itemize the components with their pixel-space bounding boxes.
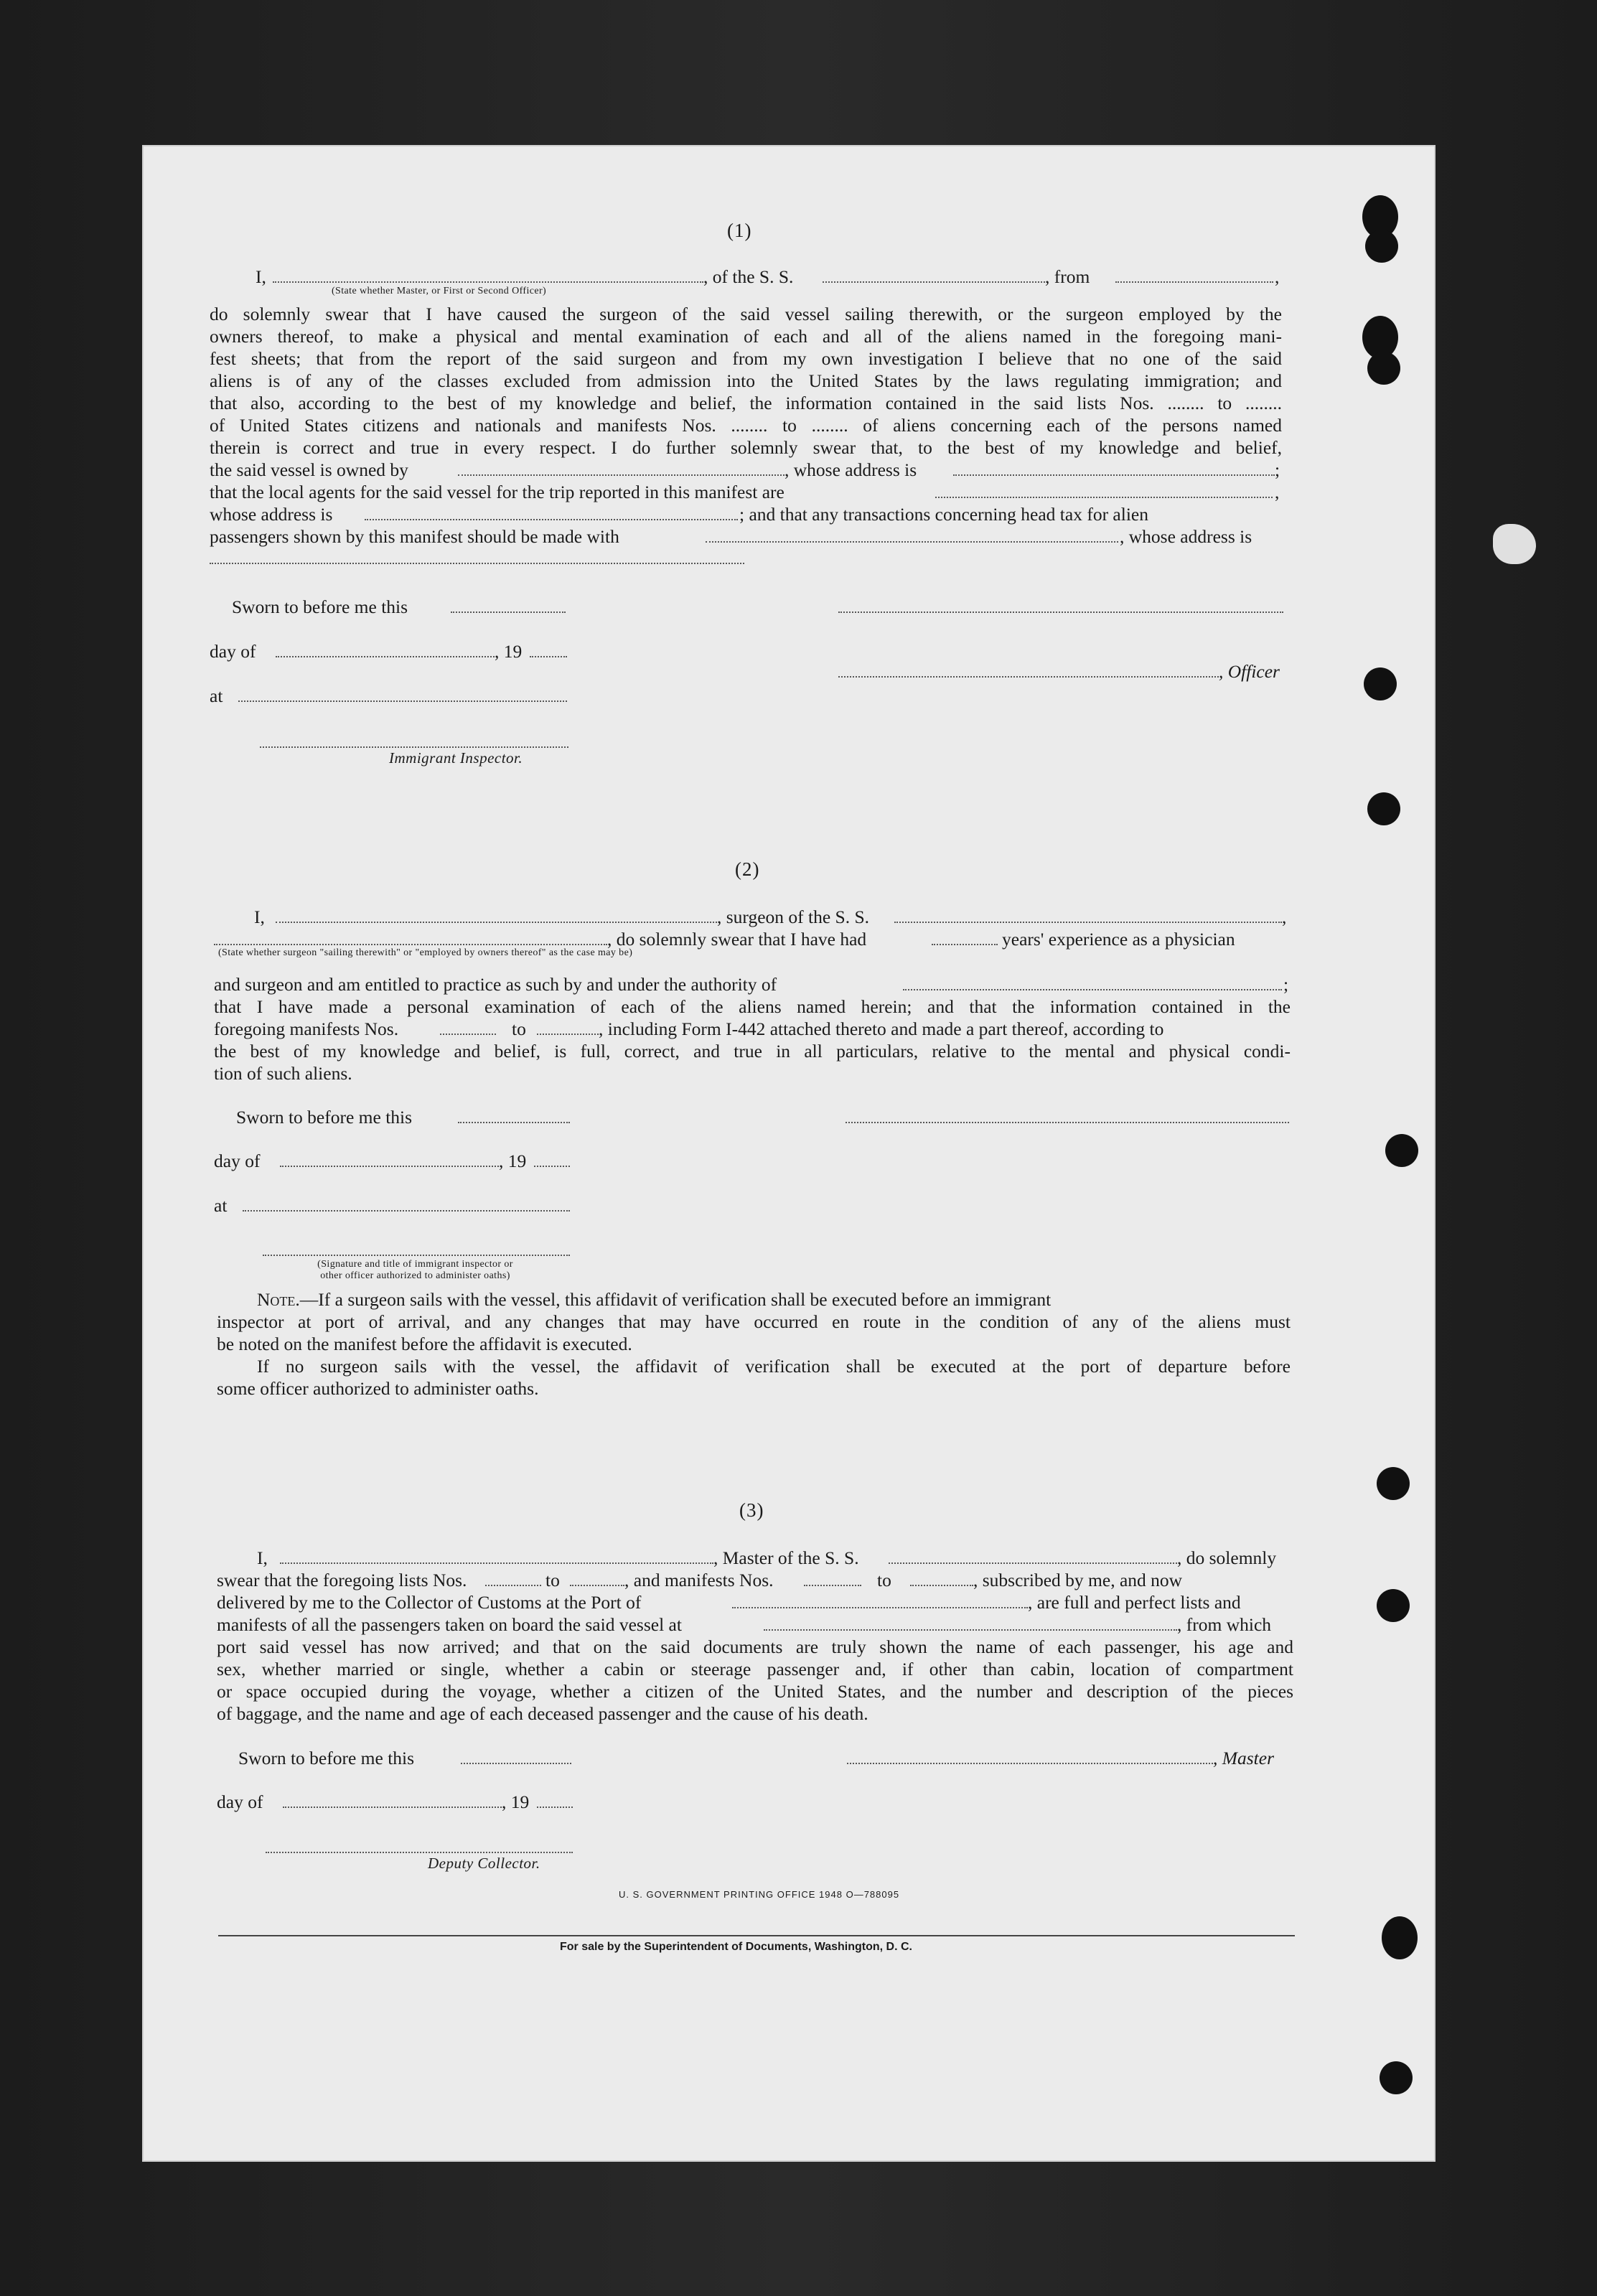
s1-day-of-field[interactable] — [276, 656, 495, 657]
s1-i: I, — [256, 266, 266, 287]
s3-day-of: day of — [217, 1791, 263, 1812]
s1-passengers: passengers shown by this manifest should be made with — [210, 526, 619, 547]
s1-comma-2: , — [1275, 482, 1280, 502]
s3-port-field[interactable] — [732, 1607, 1028, 1608]
binder-hole — [1385, 1134, 1418, 1167]
s3-deputy-caption: Deputy Collector. — [428, 1855, 540, 1872]
s2-last-line: tion of such aliens. — [214, 1063, 352, 1084]
s1-line: do solemnly swear that I have caused the surgeon of the said vessel sailing therewith, or the surgeon employed by the — [210, 304, 1282, 324]
gpo-imprint: U. S. GOVERNMENT PRINTING OFFICE 1948 O—788095 — [619, 1889, 900, 1900]
binder-hole — [1367, 352, 1400, 385]
s2-do-solemnly: , do solemnly swear that I have had — [607, 929, 867, 950]
binder-hole — [1382, 1916, 1418, 1959]
binder-hole — [1365, 230, 1398, 263]
s2-if-no-surgeon-block — [257, 1355, 1291, 1377]
s1-at-field[interactable] — [238, 700, 567, 702]
s2-note-label: Note. — [257, 1289, 300, 1310]
s2-year: , 19 — [499, 1151, 527, 1171]
s1-comma: , — [1275, 266, 1280, 287]
s3-from-which: , from which — [1177, 1614, 1272, 1635]
s1-owner-field[interactable] — [458, 474, 785, 476]
binder-hole — [1377, 1589, 1410, 1622]
s3-are-full: , are full and perfect lists and — [1028, 1592, 1241, 1613]
s1-at: at — [210, 685, 223, 706]
s2-sailing-status-field[interactable] — [214, 944, 607, 945]
manifest-form-sheet — [142, 145, 1436, 2162]
s3-sworn-date-field[interactable] — [461, 1763, 571, 1764]
s1-officer-signature-field[interactable] — [838, 612, 1283, 613]
s1-body — [210, 303, 1282, 459]
s2-day-of-field[interactable] — [280, 1166, 499, 1167]
s3-sworn: Sworn to before me this — [238, 1748, 415, 1768]
s2-surgeon-of-ss: , surgeon of the S. S. — [717, 906, 870, 927]
s3-line: or space occupied during the voyage, whether a citizen of the United States, and the number and description of the pieces — [217, 1681, 1293, 1702]
s2-years: years' experience as a physician — [1002, 929, 1235, 950]
s2-year-field[interactable] — [534, 1166, 570, 1167]
s1-vessel-field[interactable] — [823, 281, 1045, 283]
s1-from-field[interactable] — [1115, 281, 1273, 283]
s3-master-label: , Master — [1213, 1748, 1274, 1768]
s2-day-of: day of — [214, 1151, 261, 1171]
s3-i: I, — [257, 1547, 268, 1568]
s2-line: the best of my knowledge and belief, is full, correct, and true in all particulars, relative to the mental and physical condi- — [214, 1041, 1291, 1062]
s2-manifest-to-field[interactable] — [537, 1034, 599, 1035]
s3-deputy-signature-field[interactable] — [266, 1852, 573, 1853]
s1-line: aliens is of any of the classes excluded from admission into the United States by the laws regulating immigration; and — [210, 370, 1282, 391]
s1-master-hint: (State whether Master, or First or Second Officer) — [332, 286, 547, 296]
s2-surgeon-signature-field[interactable] — [846, 1122, 1289, 1123]
s2-sworn: Sworn to before me this — [236, 1107, 413, 1128]
s2-including: , including Form I-442 attached thereto and made a part thereof, according to — [599, 1018, 1164, 1039]
s3-year: , 19 — [502, 1791, 530, 1812]
sale-notice: For sale by the Superintendent of Documents, Washington, D. C. — [560, 1941, 912, 1953]
s1-year: , 19 — [495, 641, 523, 662]
s3-and-manifests: , and manifests Nos. — [624, 1570, 774, 1590]
s2-if-no-surgeon: If no surgeon sails with the vessel, the affidavit of verification shall be executed at the port of departure before — [257, 1356, 1291, 1377]
s3-day-of-field[interactable] — [283, 1807, 502, 1808]
s3-delivered: delivered by me to the Collector of Customs at the Port of — [217, 1592, 642, 1613]
section-1-number: (1) — [727, 220, 752, 241]
s1-semicolon: ; — [1275, 459, 1280, 480]
s3-body — [217, 1636, 1293, 1702]
s3-lists-to-field[interactable] — [570, 1585, 624, 1586]
s1-owner-address-field[interactable] — [953, 474, 1275, 476]
s3-to-2: to — [877, 1570, 891, 1590]
s1-agents-address-field[interactable] — [365, 519, 738, 520]
s1-of-ss: , of the S. S. — [703, 266, 794, 287]
s2-vessel-field[interactable] — [894, 922, 1282, 923]
s2-line: that I have made a personal examination of each of the aliens named herein; and that the information contained in the — [214, 996, 1291, 1017]
s2-surgeon-name-field[interactable] — [276, 922, 717, 923]
s3-lists-from-field[interactable] — [485, 1585, 541, 1586]
s2-i: I, — [254, 906, 265, 927]
s1-inspector-signature-field[interactable] — [260, 746, 568, 748]
section-2-number: (2) — [735, 858, 760, 880]
s3-subscribed: , subscribed by me, and now — [973, 1570, 1183, 1590]
s1-officer-title-field[interactable] — [838, 676, 1219, 678]
binder-hole — [1380, 2061, 1413, 2094]
section-3-number: (3) — [739, 1499, 764, 1521]
s3-manifests-to-field[interactable] — [910, 1585, 973, 1586]
s1-day-of: day of — [210, 641, 256, 662]
s3-line: port said vessel has now arrived; and that on the said documents are truly shown the name of each passenger, his age and — [217, 1636, 1293, 1657]
s2-note-line: inspector at port of arrival, and any changes that may have occurred en route in the condition of any of the aliens must — [217, 1311, 1291, 1332]
s2-officer-authorized: some officer authorized to administer oaths. — [217, 1378, 539, 1399]
binder-hole — [1364, 667, 1397, 700]
s3-to: to — [545, 1570, 560, 1590]
s1-sworn: Sworn to before me this — [232, 596, 408, 617]
s2-years-field[interactable] — [932, 944, 998, 945]
s1-line: fest sheets; that from the report of the said surgeon and from my own investigation I believe that no one of the said — [210, 348, 1282, 369]
s2-authority: and surgeon and am entitled to practice as such by and under the authority of — [214, 974, 777, 995]
s1-head-tax: ; and that any transactions concerning head tax for alien — [739, 504, 1148, 525]
s1-line: therein is correct and true in every respect. I do further solemnly swear that, to the best of my knowledge and belief, — [210, 437, 1282, 458]
s3-year-field[interactable] — [537, 1807, 573, 1808]
s2-body-2 — [214, 1040, 1291, 1062]
s2-authority-field[interactable] — [903, 989, 1282, 990]
s2-semicolon: ; — [1283, 974, 1289, 995]
s2-note-first — [257, 1288, 1051, 1311]
s3-master-of-ss: , Master of the S. S. — [713, 1547, 859, 1568]
s2-at: at — [214, 1195, 228, 1216]
s1-officer-label: , Officer — [1219, 661, 1280, 682]
s2-surgeon-hint: (State whether surgeon "sailing therewith" or "employed by owners thereof" as the case may be) — [218, 947, 633, 958]
s3-master-name-field[interactable] — [280, 1562, 713, 1564]
s2-body — [214, 995, 1291, 1018]
s3-manifests-from-field[interactable] — [804, 1585, 861, 1586]
s2-comma: , — [1282, 906, 1287, 927]
s1-year-field[interactable] — [530, 656, 567, 657]
s1-whose-address: , whose address is — [785, 459, 917, 480]
s1-from: , from — [1045, 266, 1090, 287]
s2-note-text: —If a surgeon sails with the vessel, this affidavit of verification shall be executed before an immigrant — [299, 1289, 1052, 1310]
s1-owned-by: the said vessel is owned by — [210, 459, 408, 480]
footer-rule — [218, 1935, 1295, 1936]
s2-inspector-signature-field[interactable] — [263, 1255, 570, 1256]
s3-swear: swear that the foregoing lists Nos. — [217, 1570, 467, 1590]
s2-note-body — [217, 1311, 1291, 1333]
s2-to: to — [512, 1018, 526, 1039]
s1-head-tax-agent-field[interactable] — [706, 541, 1118, 543]
s1-head-tax-address-field[interactable] — [210, 563, 744, 564]
s1-line: that also, according to the best of my knowledge and belief, the information contained in the said lists Nos. ........ to ........ — [210, 393, 1282, 413]
s1-whose-address-3: , whose address is — [1120, 526, 1252, 547]
s3-vessel-field[interactable] — [889, 1562, 1177, 1564]
s1-inspector-caption: Immigrant Inspector. — [389, 749, 523, 767]
s3-manifests-at: manifests of all the passengers taken on board the said vessel at — [217, 1614, 682, 1635]
s3-last-line: of baggage, and the name and age of each deceased passenger and the cause of his death. — [217, 1703, 868, 1724]
s3-line: sex, whether married or single, whether a cabin or steerage passenger and, if other than cabin, location of compartment — [217, 1659, 1293, 1679]
s2-sig-caption-1: (Signature and title of immigrant inspector or — [317, 1259, 513, 1270]
s1-line: of United States citizens and nationals and manifests Nos. ........ to ........ of aliens concerning each of the persons named — [210, 415, 1282, 436]
s2-foregoing: foregoing manifests Nos. — [214, 1018, 399, 1039]
s2-at-field[interactable] — [243, 1210, 570, 1212]
s2-sig-caption-2: other officer authorized to administer oaths) — [320, 1270, 510, 1281]
s1-agents-field[interactable] — [935, 497, 1273, 498]
s3-do-solemnly: , do solemnly — [1177, 1547, 1277, 1568]
s1-line: owners thereof, to make a physical and mental examination of each and all of the aliens named in the foregoing mani- — [210, 326, 1282, 347]
s3-master-signature-field[interactable] — [847, 1763, 1213, 1764]
s1-officer-name-field[interactable] — [273, 281, 703, 283]
binder-hole — [1367, 792, 1400, 825]
binder-hole — [1377, 1467, 1410, 1500]
s1-whose-address-2: whose address is — [210, 504, 333, 525]
s3-departure-port-field[interactable] — [764, 1629, 1177, 1631]
s1-local-agents: that the local agents for the said vessel for the trip reported in this manifest are — [210, 482, 785, 502]
s2-sworn-date-field[interactable] — [458, 1122, 570, 1123]
s2-note-last: be noted on the manifest before the affidavit is executed. — [217, 1334, 632, 1354]
s1-sworn-date-field[interactable] — [451, 612, 566, 613]
s2-manifest-from-field[interactable] — [440, 1034, 496, 1035]
